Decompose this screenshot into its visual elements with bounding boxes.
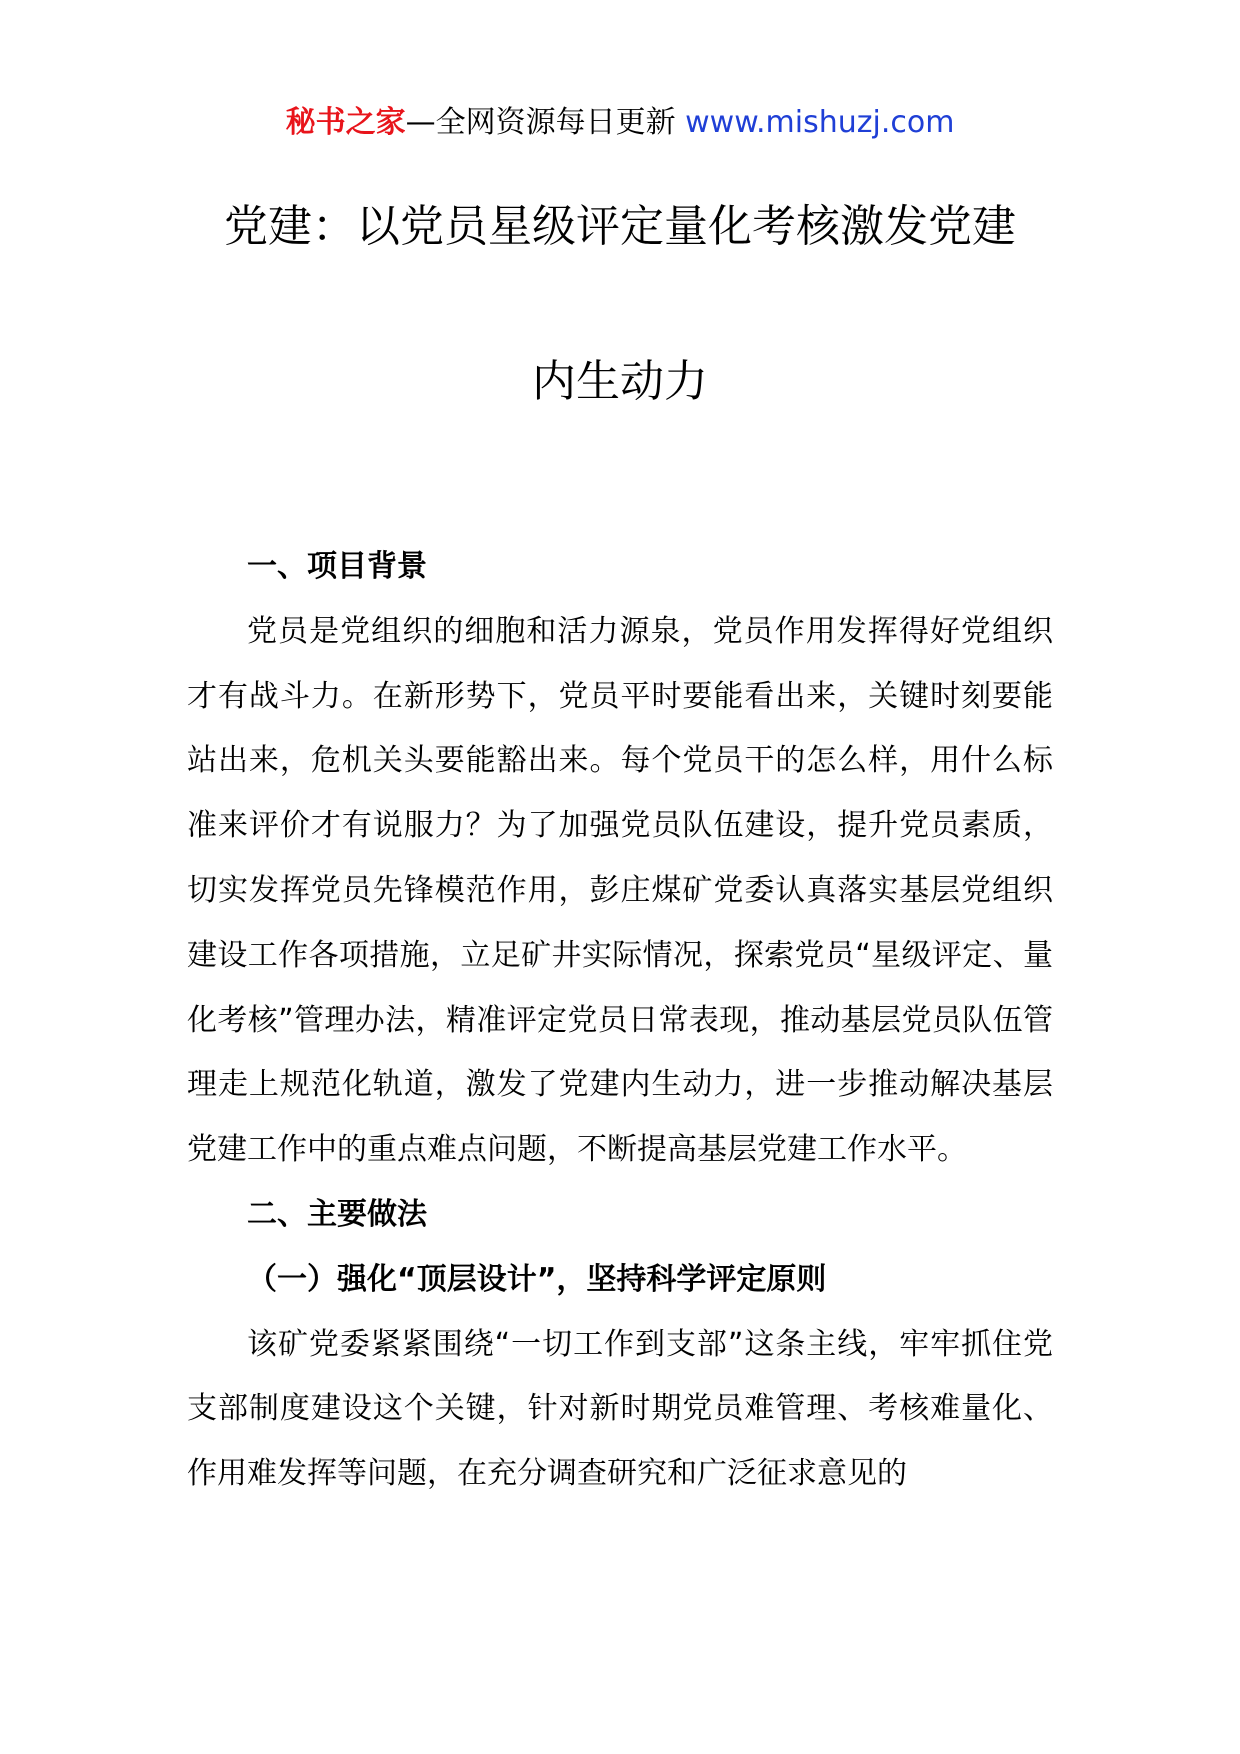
header-slogan: —全网资源每日更新 (405, 105, 676, 140)
document-body (187, 535, 1053, 1507)
section-heading-background: 一、项目背景 (247, 549, 427, 584)
document-title-line-1: 党建：以党员星级评定量化考核激发党建 (224, 201, 1016, 252)
header-brand: 秘书之家 (285, 105, 406, 140)
document-title-line-2: 内生动力 (532, 356, 708, 407)
subheading-top-level-design: （一）强化“顶层设计”，坚持科学评定原则 (247, 1261, 827, 1297)
paragraph-top-level-design: 该矿党委紧紧围绕“一切工作到支部”这条主线，牢牢抓住党支部制度建设这个关键，针对新时期党员难管理、考核难量化、作用难发挥等问题，在充分调查研究和广泛征求意见的 (187, 1326, 1053, 1492)
paragraph-background: 党员是党组织的细胞和活力源泉，党员作用发挥得好党组织才有战斗力。在新形势下，党员平时要能看出来，关键时刻要能站出来，危机关头要能豁出来。每个党员干的怎么样，用什么标准来评价才有说服力？为了加强党员队伍建设，提升党员素质，切实发挥党员先锋模范作用，彭庄煤矿党委认真落实基层党组织建设工作各项措施，立足矿井实际情况，探索党员“星级评定、量化考核”管理办法，精准评定党员日常表现，推动基层党员队伍管理走上规范化轨道，激发了党建内生动力，进一步推动解决基层党建工作中的重点难点问题，不断提高基层党建工作水平。 (187, 613, 1053, 1168)
page-header (0, 98, 1240, 148)
header-url-link[interactable]: www.mishuzj.com (685, 105, 955, 140)
section-heading-main-practices: 二、主要做法 (247, 1196, 427, 1232)
